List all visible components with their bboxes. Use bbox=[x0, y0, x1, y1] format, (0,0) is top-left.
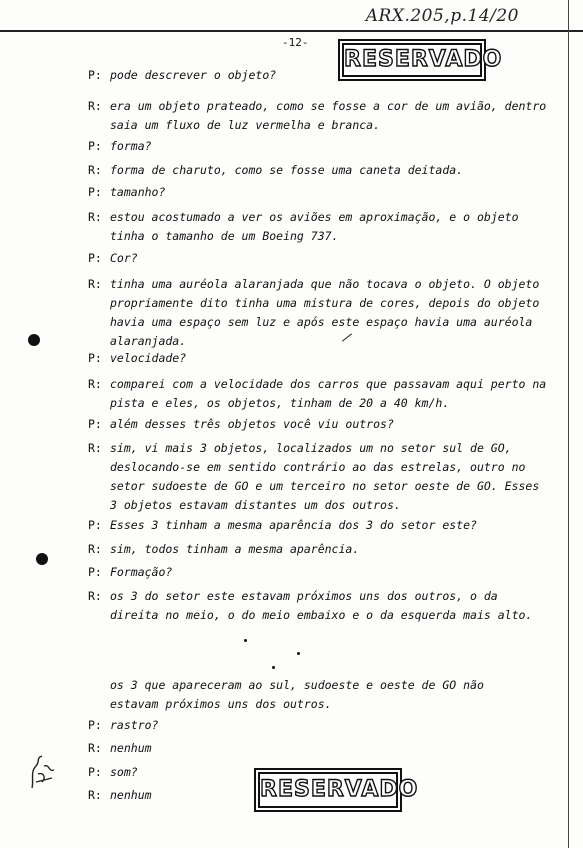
separator-dot bbox=[297, 652, 300, 655]
right-edge-line bbox=[568, 0, 569, 848]
binder-hole-mark bbox=[36, 553, 48, 565]
qa-tag: P: bbox=[88, 185, 102, 199]
qa-tag: R: bbox=[88, 277, 102, 291]
qa-tag: R: bbox=[88, 542, 102, 556]
qa-tag: R: bbox=[88, 441, 102, 455]
archive-reference: ARX.205,p.14/20 bbox=[365, 6, 519, 26]
qa-text: som? bbox=[110, 765, 138, 779]
qa-text: Formação? bbox=[110, 565, 173, 579]
qa-text: nenhum bbox=[110, 741, 152, 755]
qa-tag: P: bbox=[88, 765, 102, 779]
qa-text: rastro? bbox=[110, 718, 159, 732]
qa-tag: P: bbox=[88, 718, 102, 732]
binder-hole-mark bbox=[28, 334, 40, 346]
qa-tag: P: bbox=[88, 417, 102, 431]
qa-text: estou acostumado a ver os aviões em aproximação, e o objeto tinha o tamanho de um Boeing 737. bbox=[110, 210, 519, 243]
qa-text: velocidade? bbox=[110, 351, 187, 365]
qa-text: Cor? bbox=[110, 251, 138, 265]
qa-text: tinha uma auréola alaranjada que não tocava o objeto. O objeto propriamente dito tinha uma mistura de cores, depois do objeto havia uma espaço sem luz e após este espaço havia uma auréola alaranjada. bbox=[110, 277, 540, 348]
qa-tag: P: bbox=[88, 351, 102, 365]
stamp-text: RESERVADO bbox=[342, 43, 482, 77]
qa-tag: R: bbox=[88, 589, 102, 603]
margin-signature-icon bbox=[24, 752, 64, 792]
stamp-text: RESERVADO bbox=[258, 772, 398, 808]
qa-tag: R: bbox=[88, 377, 102, 391]
qa-text: sim, vi mais 3 objetos, localizados um no setor sul de GO, deslocando-se em sentido contrário ao das estrelas, outro no setor sudoeste de GO e um terceiro no setor oeste de GO. Esses 3 objetos estavam distantes um dos outros. bbox=[110, 441, 540, 512]
qa-text: além desses três objetos você viu outros? bbox=[110, 417, 394, 431]
qa-tag: P: bbox=[88, 251, 102, 265]
qa-text: comparei com a velocidade dos carros que passavam aqui perto na pista e eles, os objetos, tinham de 20 a 40 km/h. bbox=[110, 377, 547, 410]
qa-tag: R: bbox=[88, 163, 102, 177]
reservado-stamp-bottom bbox=[254, 768, 419, 812]
free-paragraph: os 3 que apareceram ao sul, sudoeste e oeste de GO não estavam próximos uns dos outros. bbox=[110, 678, 484, 711]
qa-tag: P: bbox=[88, 139, 102, 153]
qa-tag: R: bbox=[88, 99, 102, 113]
qa-text: forma de charuto, como se fosse uma caneta deitada. bbox=[110, 163, 464, 177]
qa-tag: R: bbox=[88, 741, 102, 755]
separator-dot bbox=[244, 639, 247, 642]
page-number: -12- bbox=[282, 36, 309, 49]
qa-text: tamanho? bbox=[110, 185, 166, 199]
qa-text: era um objeto prateado, como se fosse a cor de um avião, dentro saia um fluxo de luz vermelha e branca. bbox=[110, 99, 547, 132]
qa-tag: R: bbox=[88, 788, 102, 802]
qa-text: pode descrever o objeto? bbox=[110, 68, 277, 82]
qa-tag: P: bbox=[88, 518, 102, 532]
qa-tag: P: bbox=[88, 68, 102, 82]
qa-tag: R: bbox=[88, 210, 102, 224]
qa-text: sim, todos tinham a mesma aparência. bbox=[110, 542, 360, 556]
qa-text: nenhum bbox=[110, 788, 152, 802]
separator-dot bbox=[272, 666, 275, 669]
top-rule bbox=[0, 30, 583, 32]
qa-text: Esses 3 tinham a mesma aparência dos 3 do setor este? bbox=[110, 518, 477, 532]
qa-text: os 3 do setor este estavam próximos uns dos outros, o da direita no meio, o do meio embaixo e o da esquerda mais alto. bbox=[110, 589, 533, 622]
qa-tag: P: bbox=[88, 565, 102, 579]
qa-text: forma? bbox=[110, 139, 152, 153]
